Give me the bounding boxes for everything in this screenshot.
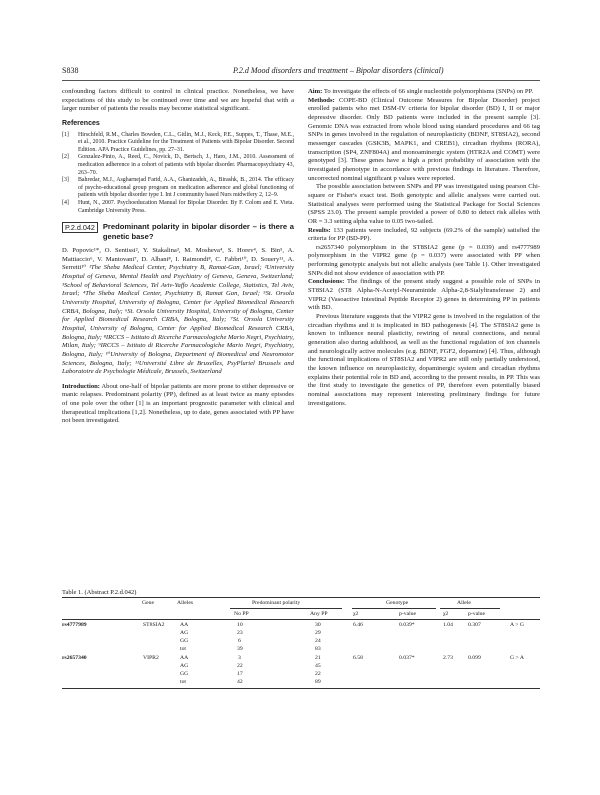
methods-text: COPE-BD (Clinical Outcome Measures for Bipolar Disorder) project enrolled patients who met DSM-IV criteria for bipolar disorder (BD) I, II or major depressive disorder. Only BD patients were included in the present sample [3]. Genomic DNA was extracted from whole blood using standard procedures and 66 tag SNPs in genes involved in the regulation of neuroplasticity (BDNF, ST8SIA2), second messenger cascades (GSK3B, MAPK1, and CREB1), circadian rhythms (RORA), transcription (SP4, ZNF804A) and monoaminergic system (HTR2A and COMT) were genotyped [3]. These genes have a high a priori probability of association with the investigated phenotype in accordance with previous findings in literature. Therefore, uncorrected nominal significant p values were reported.	[308, 96, 540, 182]
right-column	[308, 88, 540, 408]
reference-item: [2] Gonzalez-Pinto, A., Reed, C., Novick, D., Bertsch, J., Haro, J.M., 2010. Assessment of medication adherence in a cohort of patients with bipolar disorder. Pharmacopsychiatry 43, 263–70.	[62, 154, 294, 176]
genotype-label: AA	[180, 655, 189, 661]
genotype-label: GG	[180, 638, 189, 644]
no-pp-count: 6	[238, 638, 241, 644]
genotype-chi2: 6.46	[353, 622, 363, 628]
genotype-chi2: 6.58	[353, 655, 363, 661]
left-column	[62, 88, 294, 426]
page-number: S838	[62, 66, 79, 75]
col-header-any-pp: Any PP	[310, 611, 328, 617]
conclusions-text: The findings of the present study suggest a possible role of SNPs in ST8SIA2 (ST8 Alpha-N-Acetyl-Neuraminide Alpha-2,8-Sialyltransferase 2) and VIPR2 (Vasoactive Intestinal Peptide Receptor 2) genes in determining PP in patients with BD.	[308, 278, 540, 312]
any-pp-count: 30	[315, 622, 321, 628]
col-header-no-pp: No PP	[234, 611, 249, 617]
results-paragraph	[308, 227, 540, 244]
genotype-label: GG	[180, 671, 189, 677]
no-pp-count: 42	[237, 679, 243, 685]
snp-id: rs2657340	[62, 655, 87, 661]
references-heading: References	[62, 119, 100, 127]
any-pp-count: 24	[315, 638, 321, 644]
col-header-allele: Allele	[457, 600, 471, 606]
allele-chi2: 2.73	[443, 655, 453, 661]
abstract-heading	[62, 222, 294, 241]
results-text: 133 patients were included, 92 subjects (69.2% of the sample) satisfied the criteria for PP (BD-PP).	[308, 226, 540, 243]
results-paragraph-2: rs2657340 polymorphism in the ST8SIA2 gene (p = 0.039) and rs4777989 polymorphism in the VIPR2 gene (p = 0.037) were associated with PP when performing genotypic analysis but not allelic analysis (see Table 1). Other investigated SNPs did not show evidence of association with PP.	[308, 243, 540, 277]
abstract-title: Predominant polarity in bipolar disorder – is there a genetic base?	[102, 222, 294, 241]
affiliations: ¹The Sheba Medical Center, Psychiatry B, Ramat-Gan, Israel; ²University Hospital of Geneva, Mental Health and Psychiatry of Geneva, Geneva, Switzerland; ³School of Behavioral Sciences, Tel Aviv-Yaffo Academic College, Statistics, Tel Aviv, Israel; ⁴The Sheba Medical Center, Psychiatry B, Ramat Gan, Israel; ⁵St. Orsola University Hospital, University of Bologna, Center for Applied Biomedical Research CRBA, Bologna, Italy; ⁶St. Orsola University Hospital, University of Bologna, Center for Applied Biomedical Research CRBA, Bologna, Italy; ⁷St. Orsola University Hospital, University of Bologna, Center for Applied Biomedical Research CRBA, Bologna, Italy; ⁸IRCCS – Istituto di Ricerche Farmacologiche Mario Negri, Psychiatry, Milan, Italy; ⁹IRCCS – Istituto di Ricerche Farmacologiche Mario Negri, Psychiatry, Bologna, Italy; ¹⁰University of Bologna, Department of Biomedical and Neuromotor Sciences, Bologna, Italy; ¹¹Université Libre de Bruxelles, PsyPluriel Brussels and Laboratoire de Psychologie Médicale, Brussels, Switzerland	[62, 264, 294, 376]
col-header-genotype-p: p-value	[399, 611, 417, 617]
authors: D. Popovic¹*, O. Sentissi², Y. Stakalina³, M. Mosheva⁴, S. Horev⁴, S. Bin⁵, A. Mattiaccio⁶, V. Mantovani⁷, D. Albani⁸, I. Raimondi⁸, C. Fabbri¹⁰, D. Souery¹¹, A. Serretti¹⁰	[62, 246, 294, 272]
results-label: Results:	[308, 226, 331, 234]
allele-chi2: 1.04	[443, 622, 453, 628]
abstract-code: P.2.d.042	[62, 222, 98, 233]
no-pp-count: 3	[238, 655, 241, 661]
no-pp-count: 39	[237, 646, 243, 652]
header-rule	[62, 80, 540, 81]
methods-paragraph	[308, 97, 540, 184]
any-pp-count: 83	[315, 646, 321, 652]
any-pp-count: 45	[315, 663, 321, 669]
reference-item: [1] Hirschfeld, R.M., Charles Bowden, C.L., Gitlin, M.J., Keck, P.E., Suppes, T., Thase, M.E., et al., 2010. Practice Guideline for the Treatment of Patients with Bipolar Disorder. Second Edition. APA Practice Guidelines, pp. 27–31.	[62, 131, 294, 153]
allele-direction: G > A	[510, 655, 524, 661]
col-header-pp: Predominant polarity	[252, 600, 301, 606]
reference-list	[62, 132, 294, 216]
running-header	[62, 66, 540, 80]
gene-name: VIPR2	[143, 655, 159, 661]
allele-p: 0.307	[468, 622, 481, 628]
aim-paragraph	[308, 88, 540, 97]
table-caption: Table 1. (Abstract P.2.d.042)	[62, 589, 137, 596]
col-header-gene: Gene	[142, 600, 154, 606]
reference-item: [3] Bahredar, M.J., Asgharnejad Farid, A.A., Ghanizadeh, A., Birashk, B., 2014. The efficacy of psycho-educational group program on medication adherence and global functioning of patients with bipolar disorder type I. Int J community based Nurs midwifery 2, 12–9.	[62, 177, 294, 199]
running-title: P.2.d Mood disorders and treatment – Bipolar disorders (clinical)	[233, 66, 444, 75]
aim-text: To investigate the effects of 66 single nucleotide polymorphisms (SNPs) on PP.	[323, 88, 534, 95]
allele-p: 0.099	[468, 655, 481, 661]
col-header-chi2: χ2	[353, 611, 359, 617]
reference-item: [4] Hunt, N., 2007. Psychoeducation Manual for Bipolar Disorder. By F. Colom and E. Vieta. Cambridge University Press.	[62, 199, 294, 214]
no-pp-count: 10	[237, 622, 243, 628]
introduction-text: About one-half of bipolar patients are more prone to either depressive or manic relapses. Predominant polarity (PP), defined as at least twice as many episodes of one pole over the other [1] is an important prognostic parameter with clinical and therapeutical implications [1,2]. Nonetheless, up to date, genes associated with PP have not been investigated.	[62, 382, 294, 425]
author-block	[62, 247, 294, 377]
allele-direction: A > G	[510, 622, 524, 628]
genotype-label: AG	[180, 630, 189, 636]
any-pp-count: 21	[315, 655, 321, 661]
no-pp-count: 23	[237, 630, 243, 636]
continuation-paragraph: confounding factors difficult to control in clinical practice. Nonetheless, we have expectations of this study to be continued over time and we are hopeful that with a larger number of patients the results may become statistical significant.	[62, 88, 294, 113]
genotype-label: tot	[180, 646, 187, 652]
introduction-label: Introduction:	[62, 382, 100, 390]
methods-label: Methods:	[308, 96, 335, 104]
col-header-alleles: Alleles	[177, 600, 194, 606]
genotype-p: 0.039*	[399, 622, 415, 628]
no-pp-count: 17	[237, 671, 243, 677]
no-pp-count: 22	[237, 663, 243, 669]
genotype-label: tot	[180, 679, 187, 685]
genotype-p: 0.037*	[399, 655, 415, 661]
introduction-paragraph	[62, 383, 294, 426]
aim-label: Aim:	[308, 88, 323, 95]
snp-id: rs4777989	[62, 622, 87, 628]
col-header-allele-p: p-value	[468, 611, 486, 617]
any-pp-count: 22	[315, 671, 321, 677]
col-header-allele-chi2: χ2	[443, 611, 449, 617]
col-header-genotype: Genotype	[386, 600, 409, 606]
genotype-label: AA	[180, 622, 189, 628]
conclusions-paragraph-2: Previous literature suggests that the VIPR2 gene is involved in the regulation of the circadian rhythms and it is implicated in BD pathogenesis [4]. The ST8SIA2 gene is known to influence neural plasticity, rewiring of neural connections, and neural generation also during adulthood, as well as the functional regulation of ion channels and neurologically active molecules (e.g. BDNF, FGF2, dopamine) [4]. Thus, although the functional implications of ST8SIA2 and VIPR2 are still only partially understood, the known influence on neuroplasticity, dopaminergic system and circadian rhythms explains their potential role in BD and, according to the present results, in PP. This was the first study to investigate the genetics of PP, therefore even potentially biased nominal associations may represent interesting preliminary findings for future investigations.	[308, 313, 540, 407]
conclusions-label: Conclusions:	[308, 278, 345, 286]
methods-paragraph-2: The possible association between SNPs and PP was investigated using pearson Chi-square or Fisher's exact test. Both genotypic and allelic analyses were carried out. Statistical analyses were performed using the Statistical Package for Social Sciences (SPSS 23.0). The present sample provided a power of 0.80 to detect risk alleles with OR = 3.3 setting alpha value to 0.05 two-tailed.	[308, 183, 540, 225]
gene-name: ST8SIA2	[143, 622, 165, 628]
genotype-label: AG	[180, 663, 189, 669]
any-pp-count: 29	[315, 630, 321, 636]
conclusions-paragraph	[308, 278, 540, 313]
any-pp-count: 89	[315, 679, 321, 685]
